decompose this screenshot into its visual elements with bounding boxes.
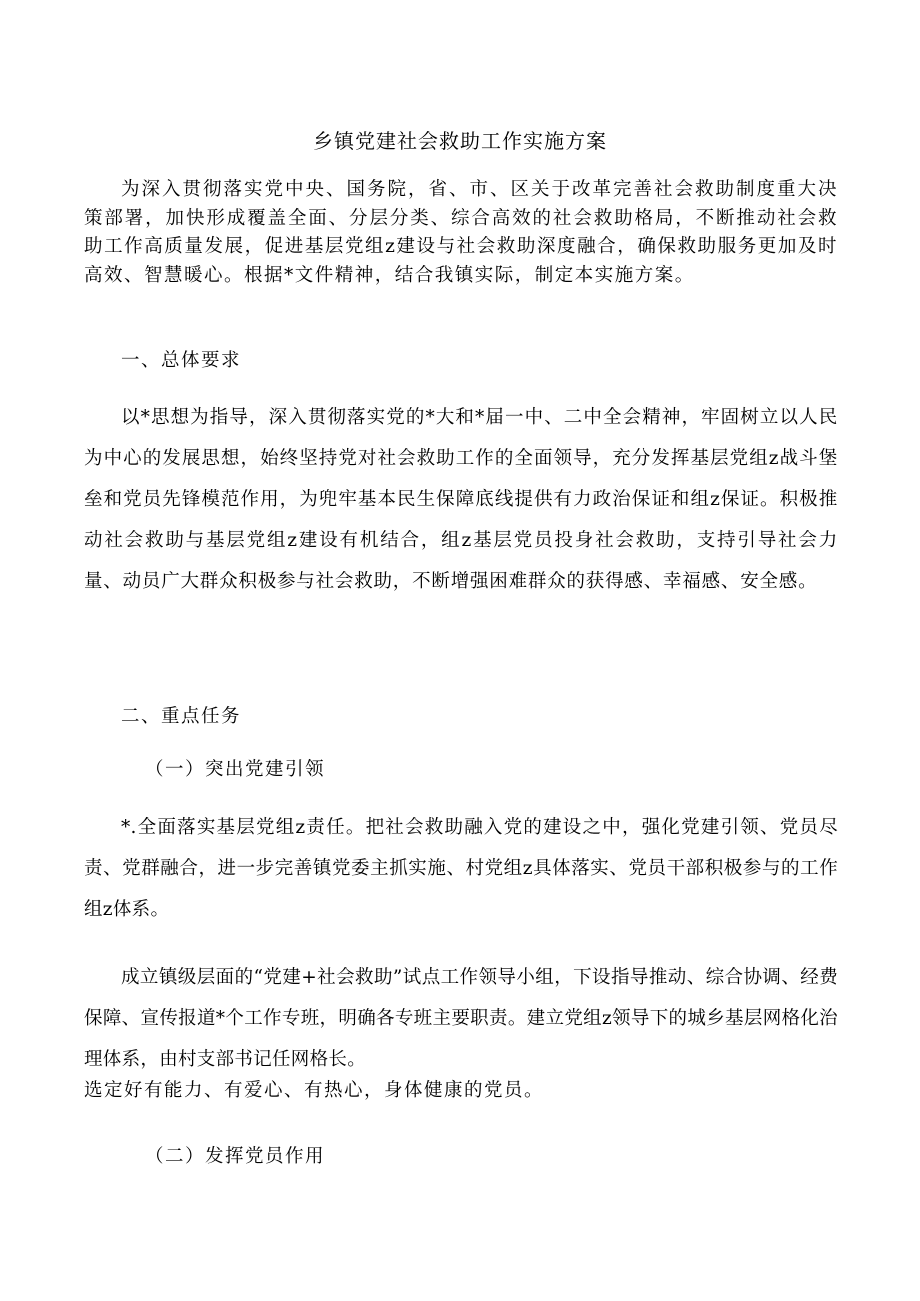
overall-requirements-paragraph: 以*思想为指导，深入贯彻落实党的*大和*届一中、二中全会精神，牢固树立以人民为中心的发展思想，始终坚持党对社会救助工作的全面领导，充分发挥基层党组z战斗堡垒和党员先锋模范作用，为兜牢基本民生保障底线提供有力政治保证和组z保证。积极推动社会救助与基层党组z建设有机结合，组z基层党员投身社会救助，支持引导社会力量、动员广大群众积极参与社会救助，不断增强困难群众的获得感、幸福感、安全感。 <box>84 407 838 592</box>
intro-paragraph: 为深入贯彻落实党中央、国务院，省、市、区关于改革完善社会救助制度重大决策部署，加快形成覆盖全面、分层分类、综合高效的社会救助格局，不断推动社会救助工作高质量发展，促进基层党组z建设与社会救助深度融合，确保救助服务更加及时高效、智慧暖心。根据*文件精神，结合我镇实际，制定本实施方案。 <box>84 179 838 286</box>
subsection-heading-party-leadership: （一）突出党建引领 <box>145 759 326 780</box>
section-heading-overall-requirements: 一、总体要求 <box>121 350 242 371</box>
subsection-heading-party-member-role: （二）发挥党员作用 <box>145 1146 326 1167</box>
task-item-continuation-paragraph: 成立镇级层面的“党建+社会救助”试点工作领导小组，下设指导推动、综合协调、经费保障、宣传报道*个工作专班，明确各专班主要职责。建立党组z领导下的城乡基层网格化治理体系，由村支部书记任网格长。 <box>84 967 838 1070</box>
section-heading-key-tasks: 二、重点任务 <box>121 706 242 727</box>
task-item-line: 选定好有能力、有爱心、有热心，身体健康的党员。 <box>84 1080 545 1101</box>
document-title: 乡镇党建社会救助工作实施方案 <box>313 129 607 153</box>
task-item-paragraph: *.全面落实基层党组z责任。把社会救助融入党的建设之中，强化党建引领、党员尽责、党群融合，进一步完善镇党委主抓实施、村党组z具体落实、党员干部积极参与的工作组z体系。 <box>84 817 838 920</box>
